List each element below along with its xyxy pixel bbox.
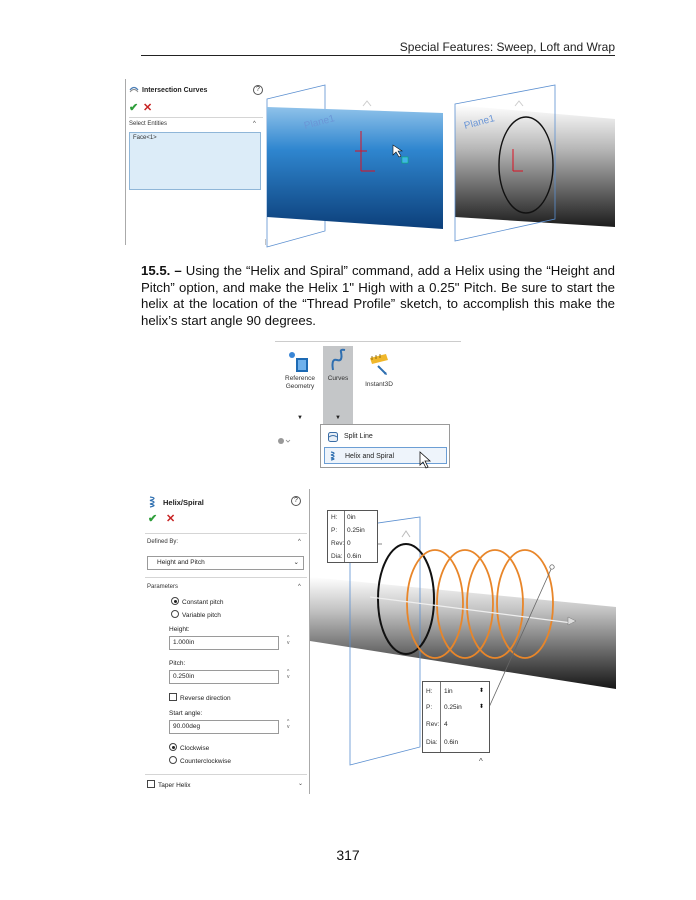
select-entities-header[interactable]: Select Entities [129,121,168,127]
reference-geometry-icon [287,350,311,374]
selected-entity[interactable]: Face<1> [133,135,157,141]
height-input[interactable]: 1.000in [169,636,279,650]
start-angle-spinner[interactable]: ^ v [287,719,290,730]
start-angle-label: Start angle: [169,710,203,717]
ok-button[interactable]: ✔ [148,513,158,525]
constant-pitch-radio[interactable]: Constant pitch [171,597,224,606]
split-line-item[interactable]: Split Line [324,428,447,445]
instant3d-label[interactable]: Instant3D [365,381,393,388]
step-text [141,263,615,329]
callout-rev-row[interactable]: Rev: 4 [426,721,448,728]
collapse-icon[interactable]: ^ [253,121,256,127]
instant3d-icon [368,352,390,376]
panel-title: Intersection Curves [142,87,208,94]
callout-dia-row[interactable]: Dia: 0.6in [331,553,362,560]
reference-geometry-label[interactable]: Reference Geometry [285,375,315,390]
curves-icon [329,348,349,372]
intersection-curves-panel [125,79,266,245]
counterclockwise-radio[interactable]: Counterclockwise [169,756,231,765]
defined-by-header[interactable]: Defined By: [147,539,179,545]
reverse-direction-checkbox[interactable]: Reverse direction [169,693,231,702]
step-body: Using the “Helix and Spiral” command, add a Helix using the “Height and Pitch” option, and make the Helix 1" High with a 0.25" Pitch. Be sure to start the helix at the location of the “Thread Profile” sketch, to accomplish this make the helix’s start angle 90 degrees. [141,263,615,328]
pitch-spinner[interactable]: ^ v [287,669,290,680]
pitch-label: Pitch: [169,660,186,667]
expand-taper-icon[interactable]: ⌄ [298,781,304,787]
plane-label-left: Plane1 [302,113,336,132]
page-header [141,40,615,56]
helix-spiral-panel [141,489,310,794]
curves-dropdown[interactable]: ▼ [335,415,341,421]
figure1-graphics [265,79,615,249]
callout-pitch-row[interactable]: P: 0.25in ⬍ [423,701,489,714]
view-orientation-icon[interactable] [276,436,298,448]
start-angle-input[interactable]: 90.00deg [169,720,279,734]
callout-collapse-icon[interactable]: ^ [479,757,483,766]
curves-label[interactable]: Curves [327,375,349,382]
panel-title: Helix/Spiral [163,498,204,507]
cancel-button[interactable]: ✕ [143,102,153,114]
defined-by-select[interactable]: Height and Pitch ⌄ [147,556,304,570]
entities-selection-box[interactable] [129,132,261,190]
cancel-button[interactable]: ✕ [166,513,176,525]
help-icon[interactable]: ? [253,85,263,95]
intersection-curves-icon [129,85,139,94]
helix-start-callout[interactable] [327,510,378,563]
split-line-icon [328,432,338,442]
callout-height-row[interactable]: H: 1in ⬍ [423,685,489,698]
callout-dia-row[interactable]: Dia: 0.6in [426,739,459,746]
plane-label-right: Plane1 [462,113,496,132]
collapse-defined-by-icon[interactable]: ^ [298,539,301,545]
ok-button[interactable]: ✔ [129,102,139,114]
callout-pitch-row[interactable]: P: 0.25in [331,527,365,534]
step-number: 15.5. – [141,263,182,278]
height-spinner-icon[interactable]: ⬍ [478,688,484,694]
help-icon[interactable]: ? [291,496,301,506]
clockwise-radio[interactable]: Clockwise [169,743,209,752]
helix-icon [329,451,339,461]
helix-end-callout[interactable] [422,681,490,753]
variable-pitch-radio[interactable]: Variable pitch [171,610,221,619]
callout-height-row[interactable]: H: 0in [331,514,356,521]
page-number: 317 [336,847,360,863]
pitch-input[interactable]: 0.250in [169,670,279,684]
reference-geometry-dropdown[interactable]: ▼ [297,415,303,421]
height-label: Height: [169,626,190,633]
collapse-parameters-icon[interactable]: ^ [298,584,301,590]
height-spinner[interactable]: ^ v [287,635,290,646]
helix-and-spiral-item[interactable]: Helix and Spiral [324,447,447,464]
chevron-down-icon: ⌄ [293,559,299,566]
selected-face [267,107,443,229]
parameters-header[interactable]: Parameters [147,584,179,590]
taper-helix-checkbox[interactable]: Taper Helix [147,780,191,789]
commandmanager-ribbon [275,341,461,426]
callout-rev-row[interactable]: Rev: 0 [331,540,351,547]
pitch-spinner-icon[interactable]: ⬍ [478,704,484,710]
helix-spiral-icon [148,496,160,508]
mouse-pointer-icon [419,451,433,469]
header-title: Special Features: Sweep, Loft and Wrap [399,40,615,54]
